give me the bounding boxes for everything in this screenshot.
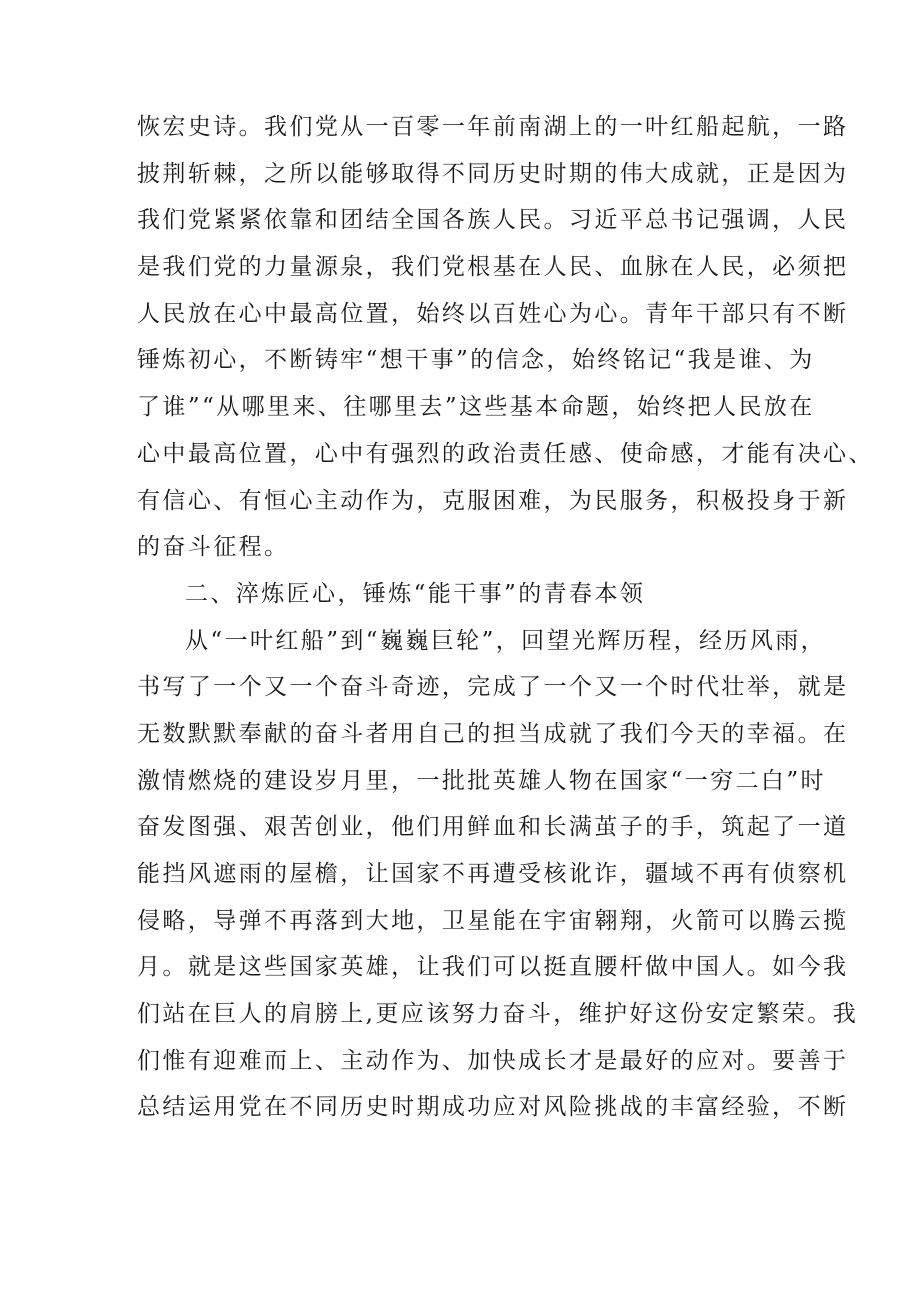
text-line: 们 站 在 巨 人 的 肩 膀 上 , 更 应 该 努 力 奋 斗 ， 维 护 好 这 份 安 定 繁 荣 。 我 [137, 1001, 859, 1028]
text-line: 能 挡 风 遮 雨 的 屋 檐 ， 让 国 家 不 再 遭 受 核 讹 诈 ， 疆 域 不 再 有 侦 察 机 [137, 861, 849, 887]
text-line: 总 结 运 用 党 在 不 同 历 史 时 期 成 功 应 对 风 险 挑 战 的 丰 富 经 验 ， 不 断 [137, 1094, 849, 1121]
section-heading: 二 、 淬 炼 匠 心 ， 锤 炼 “ 能 干 事 ” 的 青 春 本 领 [185, 580, 646, 607]
text-line: 月 。 就 是 这 些 国 家 英 雄 ， 让 我 们 可 以 挺 直 腰 杆 做 中 国 人 。 如 今 我 [137, 954, 849, 981]
text-line: 我 们 党 紧 紧 依 靠 和 团 结 全 国 各 族 人 民 。 习 近 平 总 书 记 强 调 ， 人 民 [137, 207, 849, 234]
text-line: 披 荆 斩 棘 ， 之 所 以 能 够 取 得 不 同 历 史 时 期 的 伟 大 成 就 ， 正 是 因 为 [137, 160, 849, 187]
text-line: 奋 发 图 强 、 艰 苦 创 业 ， 他 们 用 鲜 血 和 长 满 茧 子 的 手 ， 筑 起 了 一 道 [137, 814, 849, 841]
paragraph-first-line: 从 “ 一 叶 红 船 ” 到 “ 巍 巍 巨 轮 ” ， 回 望 光 辉 历 程 ， 经 历 风 雨 ， [185, 627, 827, 654]
text-line: 是 我 们 党 的 力 量 源 泉 ， 我 们 党 根 基 在 人 民 、 血 脉 在 人 民 ， 必 须 把 [137, 254, 849, 281]
text-line: 们 惟 有 迎 难 而 上 、 主 动 作 为 、 加 快 成 长 才 是 最 好 的 应 对 。 要 善 于 [137, 1047, 849, 1074]
text-line: 人 民 放 在 心 中 最 高 位 置 ， 始 终 以 百 姓 心 为 心 。 青 年 干 部 只 有 不 断 [137, 300, 849, 327]
text-line: 无 数 默 默 奉 献 的 奋 斗 者 用 自 己 的 担 当 成 就 了 我 们 今 天 的 幸 福 。 在 [137, 720, 849, 747]
text-line: 了 谁 ” “ 从 哪 里 来 、 往 哪 里 去 ” 这 些 基 本 命 题 ， 始 终 把 人 民 放 在 [137, 394, 815, 421]
text-line: 激 情 燃 烧 的 建 设 岁 月 里 ， 一 批 批 英 雄 人 物 在 国 家 “ 一 穷 二 白 ” 时 [137, 767, 826, 794]
text-line: 书 写 了 一 个 又 一 个 奋 斗 奇 迹 ， 完 成 了 一 个 又 一 个 时 代 壮 举 ， 就 是 [137, 674, 849, 701]
text-line: 恢 宏 史 诗 。 我 们 党 从 一 百 零 一 年 前 南 湖 上 的 一 叶 红 船 起 航 ， 一 路 [137, 114, 849, 140]
paragraph-end-line: 的 奋 斗 征 程 。 [137, 534, 290, 561]
text-line: 心 中 最 高 位 置 ， 心 中 有 强 烈 的 政 治 责 任 感 、 使 命 感 ， 才 能 有 决 心 、 [137, 440, 874, 467]
text-line: 侵 略 ， 导 弹 不 再 落 到 大 地 ， 卫 星 能 在 宇 宙 翱 翔 ， 火 箭 可 以 腾 云 揽 [137, 907, 849, 934]
text-line: 有 信 心 、 有 恒 心 主 动 作 为 ， 克 服 困 难 ， 为 民 服 务 ， 积 极 投 身 于 新 [137, 487, 849, 514]
text-line: 锤 炼 初 心 ， 不 断 铸 牢 “ 想 干 事 ” 的 信 念 ， 始 终 铭 记 “ 我 是 谁 、 为 [137, 347, 815, 374]
document-body [137, 104, 874, 1131]
